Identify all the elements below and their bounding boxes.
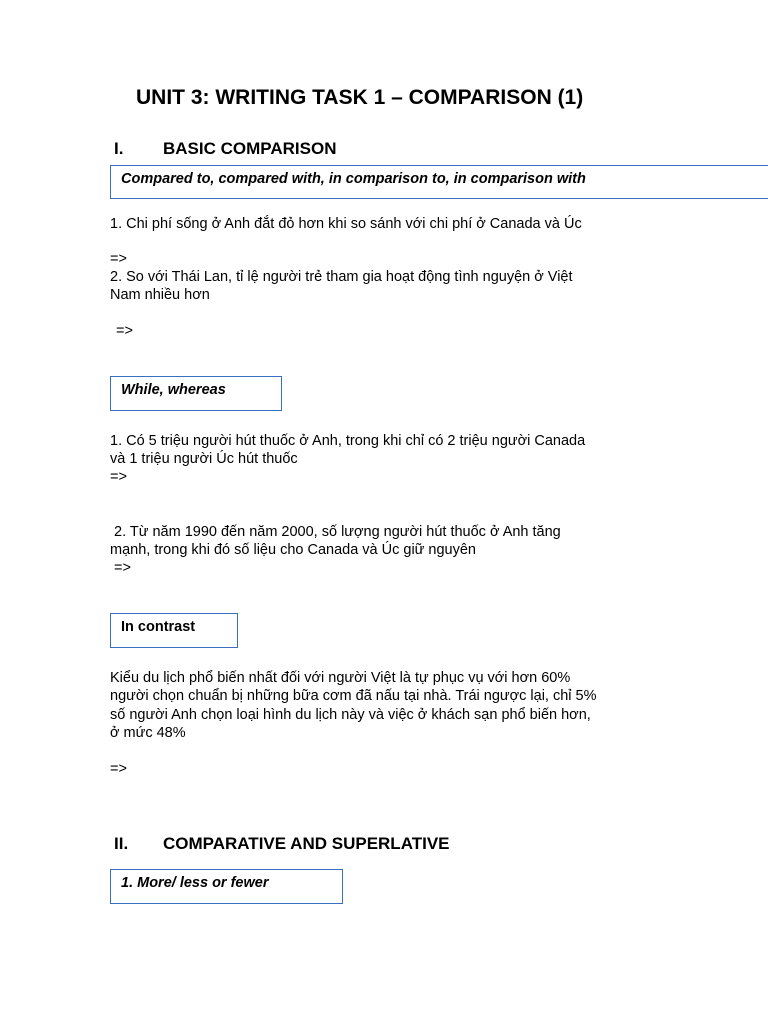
exercise-1-1-text: 1. Chi phí sống ở Anh đắt đỏ hơn khi so sánh với chi phí ở Canada và Úc	[110, 216, 582, 232]
exercise-2-2-answer-arrow: =>	[114, 560, 131, 576]
exercise-3-text-line2: người chọn chuẩn bị những bữa cơm đã nấu tại nhà. Trái ngược lại, chỉ 5%	[110, 688, 597, 704]
phrase-box-more-less-fewer: 1. More/ less or fewer	[110, 869, 343, 904]
exercise-1-1-answer-arrow: =>	[110, 251, 127, 267]
exercise-2-1-text-line2: và 1 triệu người Úc hút thuốc	[110, 451, 298, 467]
exercise-2-1-answer-arrow: =>	[110, 469, 127, 485]
phrase-box-while-whereas: While, whereas	[110, 376, 282, 411]
exercise-3-answer-arrow: =>	[110, 761, 127, 777]
exercise-1-2-text-line2: Nam nhiều hơn	[110, 287, 210, 303]
exercise-1-2-answer-arrow: =>	[116, 323, 133, 339]
document-title: UNIT 3: WRITING TASK 1 – COMPARISON (1)	[136, 86, 584, 109]
section-1-number: I.	[114, 139, 124, 158]
exercise-3-text-line1: Kiểu du lịch phổ biến nhất đối với người Việt là tự phục vụ với hơn 60%	[110, 670, 571, 686]
exercise-1-2-text-line1: 2. So với Thái Lan, tỉ lệ người trẻ tham gia hoạt động tình nguyện ở Việt	[110, 269, 573, 285]
exercise-2-2-text-line1: 2. Từ năm 1990 đến năm 2000, số lượng người hút thuốc ở Anh tăng	[114, 524, 561, 540]
phrase-box-compared-to: Compared to, compared with, in comparison to, in comparison with	[110, 165, 768, 199]
exercise-3-text-line3: số người Anh chọn loại hình du lịch này và việc ở khách sạn phổ biến hơn,	[110, 707, 591, 723]
phrase-box-in-contrast: In contrast	[110, 613, 238, 648]
exercise-2-2-text-line2: mạnh, trong khi đó số liệu cho Canada và Úc giữ nguyên	[110, 542, 476, 558]
exercise-2-1-text-line1: 1. Có 5 triệu người hút thuốc ở Anh, trong khi chỉ có 2 triệu người Canada	[110, 433, 586, 449]
section-2-number: II.	[114, 834, 129, 853]
exercise-3-text-line4: ở mức 48%	[110, 725, 186, 741]
section-2-title: COMPARATIVE AND SUPERLATIVE	[163, 834, 450, 853]
section-1-title: BASIC COMPARISON	[163, 139, 337, 158]
